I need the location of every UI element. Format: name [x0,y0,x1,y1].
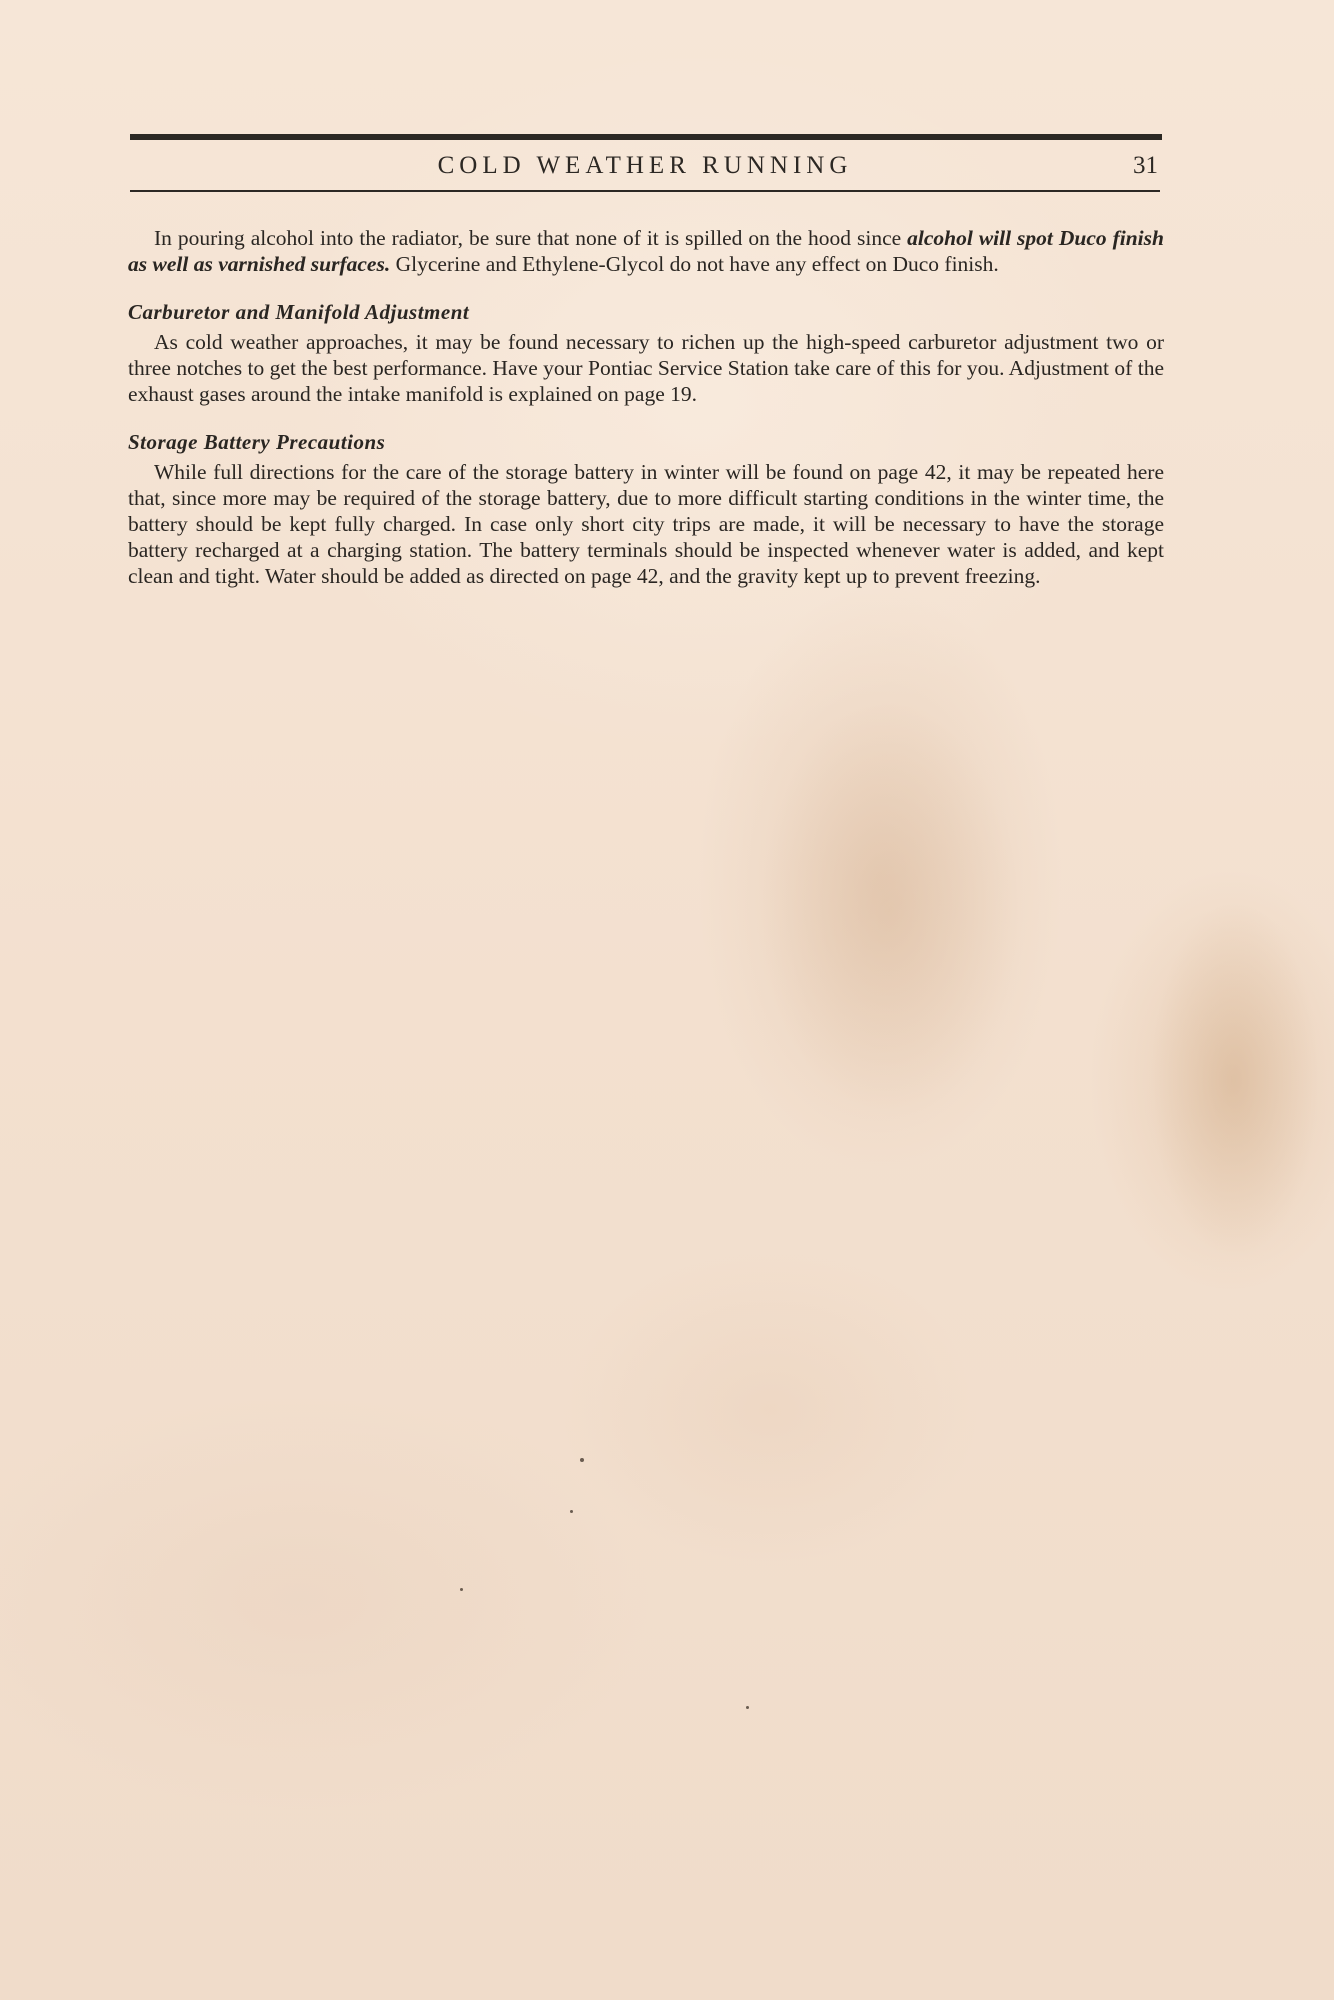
water-stain [760,700,1020,1120]
intro-paragraph [128,225,1164,277]
paper-speck [570,1510,573,1513]
paper-speck [746,1706,749,1709]
intro-text-before: In pouring alcohol into the radiator, be sure that none of it is spilled on the hood since [154,226,908,250]
running-head [130,148,1160,184]
section-heading-carburetor: Carburetor and Manifold Adjustment [128,300,470,324]
section-paragraph-battery: While full directions for the care of the storage battery in winter will be found on page 42, it may be repeated here that, since more may be required of the storage battery, due to more difficult starting conditions in the winter time, the battery should be kept fully charged. In case only short city trips are made, it will be necessary to have the storage battery recharged at a charging station. The battery terminals should be inspected whenever water is added, and kept clean and tight. Water should be added as directed on page 42, and the gravity kept up to prevent freezing. [128,460,1164,588]
running-title: COLD WEATHER RUNNING [437,152,853,179]
page-content [128,225,1164,589]
intro-text-after: Glycerine and Ethylene-Glycol do not have any effect on Duco finish. [390,252,999,276]
section-heading-battery: Storage Battery Precautions [128,430,386,454]
water-stain [560,1250,980,1570]
header-rule-top [130,134,1162,140]
page-number: 31 [1133,152,1158,179]
header-rule-bottom [130,190,1160,192]
paper-speck [580,1458,584,1462]
section-paragraph-carburetor: As cold weather approaches, it may be found necessary to richen up the high-speed carburetor adjustment two or three notches to get the best performance. Have your Pontiac Service Station take care of this for you. Adjustment of the exhaust gases around the intake manifold is explained on page 19. [128,330,1164,406]
paper-speck [460,1588,463,1591]
intro-emphasis: alcohol will spot Duco finish as well as varnished surfaces. [128,226,1164,276]
water-stain [1150,900,1320,1260]
